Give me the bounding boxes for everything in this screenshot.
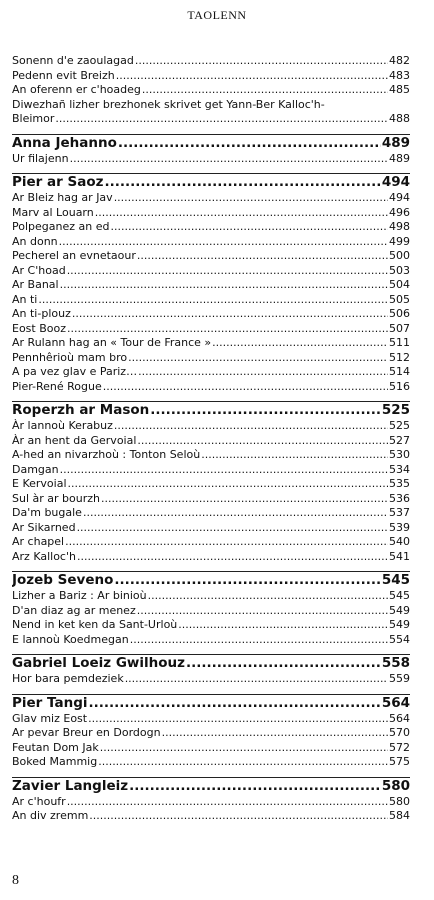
- section-gap: [12, 564, 410, 571]
- dot-leader: [89, 809, 388, 824]
- entry-page: 489: [389, 151, 410, 165]
- dot-leader: [116, 69, 388, 84]
- author-name: Pier ar Saoz: [12, 174, 104, 190]
- dot-leader: [128, 351, 388, 366]
- author-section: [12, 134, 410, 167]
- entry-title: Boked Mammig: [12, 755, 98, 768]
- entry-title: Àr lannoù Kerabuz: [12, 419, 113, 432]
- entry-title: An div zremm: [12, 809, 89, 822]
- author-page: 525: [381, 402, 410, 418]
- entry-title: Lizher a Bariz : Ar binioù: [12, 589, 147, 602]
- entry-page: 530: [389, 448, 410, 461]
- entry-page: 541: [389, 549, 410, 563]
- entry-title: Pier-René Rogue: [12, 379, 102, 393]
- entry-page: 514: [389, 365, 410, 378]
- toc-entry: [12, 672, 410, 687]
- entry-title: Ar chapel: [12, 535, 65, 548]
- dot-leader: [77, 521, 388, 536]
- dot-leader: [201, 448, 388, 463]
- toc-entry: [12, 463, 410, 478]
- entry-page: 554: [389, 632, 410, 646]
- entry-title: A-hed an nivarzhoù : Tonton Seloù: [12, 448, 201, 461]
- dot-leader: [137, 249, 388, 264]
- entry-title: E lannoù Koedmegan: [12, 632, 129, 646]
- author-page: 558: [381, 655, 410, 671]
- entry-page: 498: [389, 220, 410, 233]
- dot-leader: [83, 506, 388, 521]
- author-name: Zavier Langleiz: [12, 777, 129, 794]
- toc-entry: [12, 83, 410, 98]
- dot-leader: [186, 655, 381, 672]
- entry-page: 512: [389, 350, 410, 364]
- entry-title: Ar pevar Breur en Dordogn: [12, 726, 161, 739]
- entry-page: 559: [389, 672, 410, 685]
- section-gap: [12, 770, 410, 777]
- dot-leader: [125, 672, 388, 687]
- author-heading: [12, 694, 410, 712]
- entry-page: 504: [389, 278, 410, 291]
- entry-page: 488: [389, 112, 410, 125]
- author-heading: [12, 134, 410, 152]
- toc-entry: [12, 365, 410, 380]
- entry-page: 539: [389, 520, 410, 534]
- entry-title: Da'm bugale: [12, 506, 82, 519]
- entry-page: 496: [389, 205, 410, 219]
- dot-leader: [98, 755, 388, 770]
- toc-entry: [12, 380, 410, 395]
- toc-entry: [12, 264, 410, 279]
- toc-entry: [12, 322, 410, 337]
- author-heading: [12, 654, 410, 672]
- entry-page: 545: [389, 589, 410, 602]
- author-page: 564: [381, 694, 410, 711]
- entry-title: E Kervoial: [12, 477, 67, 490]
- entry-title: Pedenn evit Breizh: [12, 68, 115, 82]
- entry-page: 540: [389, 535, 410, 548]
- entry-title: Sul àr ar bourzh: [12, 491, 100, 505]
- entry-page: 580: [389, 794, 410, 808]
- toc-entry: [12, 633, 410, 648]
- dot-leader: [60, 278, 388, 293]
- toc-entry: [12, 336, 410, 351]
- entry-page: 527: [389, 433, 410, 447]
- toc-entry-wrapped-line1: [12, 98, 410, 113]
- page-number: 8: [12, 873, 19, 888]
- dot-leader: [65, 535, 388, 550]
- toc-entry: [12, 307, 410, 322]
- toc-entry: [12, 604, 410, 619]
- entry-title: An donn: [12, 234, 58, 248]
- toc-entry: [12, 69, 410, 84]
- toc-entry: [12, 191, 410, 206]
- entry-page: 525: [389, 419, 410, 432]
- entry-page: 485: [389, 83, 410, 96]
- entry-page: 572: [389, 740, 410, 754]
- toc-entry: [12, 235, 410, 250]
- entry-title: Arz Kalloc'h: [12, 549, 76, 563]
- entry-title: Ar c'houfr: [12, 794, 66, 808]
- entry-page: 499: [389, 234, 410, 248]
- dot-leader: [72, 307, 388, 322]
- author-section: [12, 654, 410, 687]
- entry-page: 535: [389, 477, 410, 490]
- toc-entry: [12, 795, 410, 810]
- toc-entry: [12, 434, 410, 449]
- section-gap: [12, 166, 410, 173]
- dot-leader: [70, 152, 388, 167]
- author-section: [12, 571, 410, 647]
- entry-page: 494: [389, 191, 410, 204]
- dot-leader: [60, 463, 388, 478]
- toc-entry: [12, 477, 410, 492]
- entry-title: Hor bara pemdeziek: [12, 672, 124, 685]
- entry-title: Damgan: [12, 462, 59, 476]
- entry-title: Polpeganez an ed: [12, 220, 110, 233]
- author-heading: [12, 401, 410, 419]
- toc-entry: [12, 535, 410, 550]
- entry-title: Marv al Louarn: [12, 205, 94, 219]
- entry-title: Pecherel an evnetaour: [12, 249, 136, 262]
- toc-entry: [12, 726, 410, 741]
- entry-title: A pa vez glav e Pariz…: [12, 365, 138, 378]
- author-section: [12, 777, 410, 824]
- entry-title: Glav miz Eost: [12, 711, 88, 725]
- entry-page: 549: [389, 603, 410, 617]
- entry-page: 482: [389, 54, 410, 67]
- section-gap: [12, 127, 410, 134]
- dot-leader: [67, 795, 388, 810]
- entry-title: An ti: [12, 292, 38, 306]
- dot-leader: [212, 336, 388, 351]
- author-section: [12, 173, 410, 394]
- toc-entry: [12, 492, 410, 507]
- author-name: Anna Jehanno: [12, 134, 117, 151]
- dot-leader: [138, 365, 388, 380]
- dot-leader: [67, 322, 388, 337]
- author-page: 545: [381, 572, 410, 588]
- toc-entry: [12, 206, 410, 221]
- entry-title: Sonenn d'e zaoulagad: [12, 54, 134, 67]
- dot-leader: [95, 206, 388, 221]
- dot-leader: [129, 778, 381, 795]
- toc-entry: [12, 506, 410, 521]
- author-name: Roperzh ar Mason: [12, 402, 150, 418]
- toc-entry: [12, 351, 410, 366]
- entry-page: 507: [389, 321, 410, 335]
- author-page: 489: [381, 134, 410, 151]
- entry-title: Ar Bleiz hag ar Jav: [12, 191, 113, 204]
- author-page: 494: [381, 174, 410, 190]
- toc-entry-wrapped-line2: [12, 112, 410, 127]
- entry-title: Ar Sikarned: [12, 520, 76, 534]
- dot-leader: [104, 174, 380, 191]
- toc-entry: [12, 220, 410, 235]
- toc-entry: [12, 755, 410, 770]
- table-of-contents: [12, 54, 410, 824]
- dot-leader: [55, 112, 388, 127]
- dot-leader: [142, 83, 388, 98]
- entry-title: Àr an hent da Gervoial: [12, 433, 137, 447]
- dot-leader: [77, 550, 388, 565]
- entry-title: An ti-plouz: [12, 307, 71, 320]
- entry-page: 564: [389, 711, 410, 725]
- dot-leader: [100, 741, 388, 756]
- dot-leader: [114, 191, 388, 206]
- lead-entries: [12, 54, 410, 127]
- dot-leader: [135, 54, 388, 69]
- author-heading: [12, 777, 410, 795]
- dot-leader: [101, 492, 388, 507]
- toc-entry: [12, 618, 410, 633]
- dot-leader: [137, 604, 388, 619]
- section-gap: [12, 687, 410, 694]
- entry-page: 506: [389, 307, 410, 320]
- entry-title: An oferenn er c'hoadeg: [12, 83, 141, 96]
- dot-leader: [89, 695, 381, 712]
- entry-page: 500: [389, 249, 410, 262]
- dot-leader: [114, 419, 388, 434]
- author-section: [12, 694, 410, 770]
- dot-leader: [68, 477, 389, 492]
- toc-entry: [12, 54, 410, 69]
- entry-title: Bleimor: [12, 112, 55, 125]
- entry-title: Ur filajenn: [12, 151, 69, 165]
- entry-title: Nend in ket ken da Sant-Urloù: [12, 618, 178, 631]
- entry-title: Ar C'hoad: [12, 263, 66, 277]
- toc-entry: [12, 550, 410, 565]
- entry-title: Feutan Dom Jak: [12, 740, 99, 754]
- entry-title: D'an diaz ag ar menez: [12, 603, 136, 617]
- toc-entry: [12, 278, 410, 293]
- dot-leader: [148, 589, 388, 604]
- author-sections: [12, 127, 410, 824]
- author-name: Pier Tangi: [12, 694, 88, 711]
- entry-page: 584: [389, 809, 410, 822]
- entry-page: 503: [389, 263, 410, 277]
- toc-entry: [12, 293, 410, 308]
- dot-leader: [88, 712, 388, 727]
- author-heading: [12, 571, 410, 589]
- toc-entry: [12, 809, 410, 824]
- toc-entry: [12, 249, 410, 264]
- entry-page: 483: [389, 68, 410, 82]
- running-header: TAOLENN: [187, 8, 247, 22]
- entry-title: Eost Booz: [12, 321, 67, 335]
- author-page: 580: [381, 777, 410, 794]
- dot-leader: [118, 135, 381, 152]
- entry-page: 511: [389, 336, 410, 349]
- dot-leader: [103, 380, 388, 395]
- entry-page: 505: [389, 292, 410, 306]
- toc-entry: [12, 712, 410, 727]
- dot-leader: [59, 235, 388, 250]
- section-gap: [12, 394, 410, 401]
- entry-title: Pennhêrioù mam bro: [12, 350, 128, 364]
- author-name: Jozeb Seveno: [12, 572, 114, 588]
- toc-entry: [12, 589, 410, 604]
- dot-leader: [178, 618, 388, 633]
- entry-page: 534: [389, 462, 410, 476]
- dot-leader: [137, 434, 388, 449]
- author-section: [12, 401, 410, 564]
- entry-page: 536: [389, 491, 410, 505]
- dot-leader: [150, 402, 381, 419]
- toc-entry: [12, 448, 410, 463]
- entry-page: 575: [389, 755, 410, 768]
- toc-entry: [12, 741, 410, 756]
- toc-entry: [12, 419, 410, 434]
- entry-title: Ar Rulann hag an « Tour de France »: [12, 336, 212, 349]
- entry-page: 549: [389, 618, 410, 631]
- author-heading: [12, 173, 410, 191]
- dot-leader: [110, 220, 388, 235]
- entry-page: 537: [389, 506, 410, 519]
- author-name: Gabriel Loeiz Gwilhouz: [12, 655, 186, 671]
- section-gap: [12, 647, 410, 654]
- entry-title: Ar Banal: [12, 278, 59, 291]
- dot-leader: [130, 633, 388, 648]
- entry-page: 516: [389, 379, 410, 393]
- entry-title: Diwezhañ lizher brezhonek skrivet get Yann-Ber Kalloc'h-: [12, 97, 325, 111]
- dot-leader: [67, 264, 388, 279]
- dot-leader: [38, 293, 388, 308]
- dot-leader: [162, 726, 388, 741]
- entry-page: 570: [389, 726, 410, 739]
- dot-leader: [114, 572, 380, 589]
- toc-entry: [12, 521, 410, 536]
- toc-entry: [12, 152, 410, 167]
